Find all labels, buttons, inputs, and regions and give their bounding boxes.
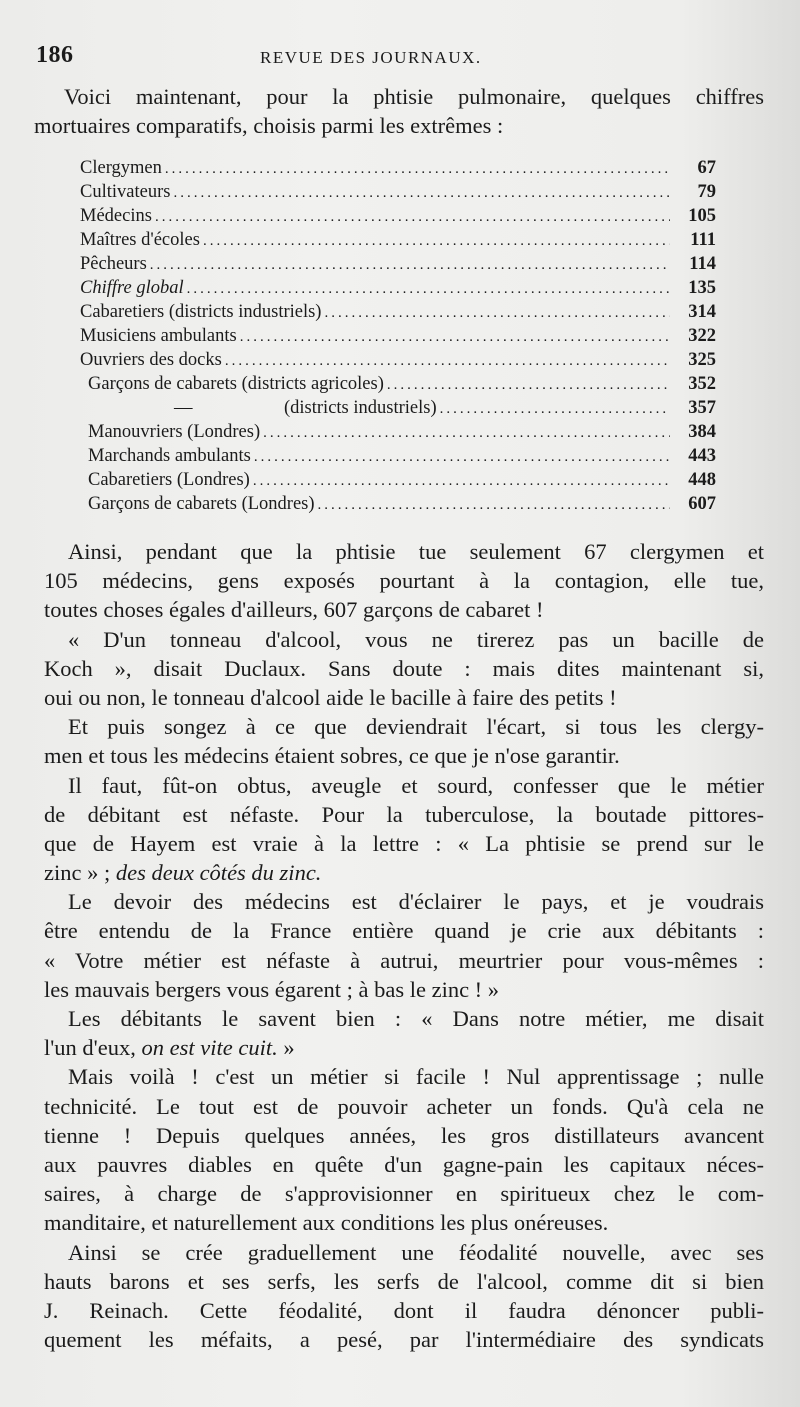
table-row-label: Manouvriers (Londres) bbox=[88, 422, 261, 442]
leader-dots bbox=[440, 397, 670, 421]
text-line bbox=[44, 1033, 764, 1062]
table-row-value: 79 bbox=[697, 182, 716, 202]
table-row-value: 105 bbox=[688, 206, 716, 226]
table-row bbox=[80, 300, 716, 324]
leader-dots bbox=[165, 157, 670, 181]
text-line: que de Hayem est vraie à la lettre : « La phtisie se prend sur le bbox=[44, 830, 764, 856]
text-line: Ainsi se crée graduellement une féodalité nouvelle, avec ses bbox=[68, 1239, 764, 1265]
table-row-value: 443 bbox=[688, 446, 716, 466]
text-line: de débitant est néfaste. Pour la tuberculose, la boutade pittores- bbox=[44, 801, 764, 827]
table-row-label: Cabaretiers (Londres) bbox=[88, 470, 250, 490]
table-row bbox=[80, 180, 716, 204]
text-line: Les débitants le savent bien : « Dans notre métier, me disait bbox=[68, 1006, 764, 1031]
table-row bbox=[80, 228, 716, 252]
text-line: Et puis songez à ce que deviendrait l'écart, si tous les clergy- bbox=[68, 714, 764, 740]
text-fragment: l'un d'eux, bbox=[44, 1035, 136, 1061]
table-row-value: 111 bbox=[690, 230, 716, 250]
table-row-value: 384 bbox=[688, 422, 716, 442]
text-line: Koch », disait Duclaux. Sans doute : mais dites maintenant si, bbox=[44, 655, 764, 681]
text-line: toutes choses égales d'ailleurs, 607 garçons de cabaret ! bbox=[44, 597, 544, 623]
leader-dots bbox=[225, 349, 670, 373]
text-line: « Votre métier est néfaste à autrui, meurtrier pour vous-mêmes : bbox=[44, 947, 764, 973]
leader-dots bbox=[254, 445, 670, 469]
table-row-label bbox=[80, 276, 184, 300]
table-row-value: 325 bbox=[688, 350, 716, 370]
table-row-value: 135 bbox=[688, 278, 716, 298]
table-row-label: Médecins bbox=[80, 206, 152, 226]
table-row bbox=[80, 444, 716, 468]
leader-dots bbox=[203, 229, 670, 253]
italic-label: Chiffre global bbox=[80, 278, 184, 298]
table-row-label: Marchands ambulants bbox=[88, 446, 251, 466]
text-line: oui ou non, le tonneau d'alcool aide le bacille à faire des petits ! bbox=[44, 684, 617, 710]
table-row-label: Maîtres d'écoles bbox=[80, 230, 200, 250]
table-row-label: Cultivateurs bbox=[80, 182, 171, 202]
text-fragment: zinc » ; bbox=[44, 860, 111, 886]
table-row-label: Garçons de cabarets (districts agricoles) bbox=[88, 374, 384, 394]
italic-phrase: des deux côtés du zinc. bbox=[115, 860, 322, 886]
mortality-table bbox=[80, 156, 716, 516]
ditto-dash: — bbox=[174, 398, 193, 418]
page-header bbox=[36, 42, 736, 72]
text-line: men et tous les médecins étaient sobres, ce que je n'ose garantir. bbox=[44, 743, 620, 769]
body-text bbox=[44, 537, 764, 1354]
text-line bbox=[44, 858, 764, 887]
text-line: technicité. Le tout est de pouvoir acheter un fonds. Qu'à cela ne bbox=[44, 1093, 764, 1119]
table-row bbox=[80, 372, 716, 396]
running-head: REVUE DES JOURNAUX. bbox=[260, 48, 482, 67]
text-line: 105 médecins, gens exposés pourtant à la contagion, elle tue, bbox=[44, 568, 764, 594]
table-row-value: 352 bbox=[688, 374, 716, 394]
leader-dots bbox=[387, 373, 670, 397]
text-fragment: » bbox=[283, 1035, 295, 1061]
text-line: quement les méfaits, a pesé, par l'intermédiaire des syndicats bbox=[44, 1327, 764, 1353]
table-row-value: 322 bbox=[688, 326, 716, 346]
text-line: manditaire, et naturellement aux conditions les plus onéreuses. bbox=[44, 1210, 609, 1236]
text-line: Le devoir des médecins est d'éclairer le pays, et je voudrais bbox=[68, 889, 764, 915]
table-row bbox=[80, 324, 716, 348]
table-row bbox=[80, 492, 716, 516]
leader-dots bbox=[318, 493, 670, 517]
leader-dots bbox=[263, 421, 670, 445]
table-row bbox=[80, 348, 716, 372]
table-row-value: 114 bbox=[689, 254, 716, 274]
table-row-label: Ouvriers des docks bbox=[80, 350, 222, 370]
leader-dots bbox=[155, 205, 670, 229]
leader-dots bbox=[150, 253, 670, 277]
table-row-label: Clergymen bbox=[80, 158, 162, 178]
table-row-label: Pêcheurs bbox=[80, 254, 147, 274]
text-line: les mauvais bergers vous égarent ; à bas le zinc ! » bbox=[44, 976, 500, 1002]
text-line: tienne ! Depuis quelques années, les gros distillateurs avancent bbox=[44, 1122, 764, 1148]
table-row-label: Cabaretiers (districts industriels) bbox=[80, 302, 322, 322]
text-line: Ainsi, pendant que la phtisie tue seulement 67 clergymen et bbox=[68, 539, 764, 564]
table-row-value: 357 bbox=[688, 398, 716, 418]
table-row-sublabel: (districts industriels) bbox=[284, 398, 437, 418]
text-line: hauts barons et ses serfs, les serfs de l'alcool, comme dit si bien bbox=[44, 1268, 764, 1294]
text-line: saires, à charge de s'approvisionner en spiritueux chez le com- bbox=[44, 1181, 764, 1207]
table-row bbox=[80, 252, 716, 276]
text-line: Voici maintenant, pour la phtisie pulmonaire, quelques chiffres bbox=[64, 84, 764, 109]
table-row-label bbox=[80, 396, 437, 420]
table-row bbox=[80, 468, 716, 492]
table-row-value: 314 bbox=[688, 302, 716, 322]
text-line: être entendu de la France entière quand je crie aux débitants : bbox=[44, 918, 764, 944]
leader-dots bbox=[187, 277, 670, 301]
table-row bbox=[80, 156, 716, 180]
table-row bbox=[80, 204, 716, 228]
table-row bbox=[80, 276, 716, 300]
table-row bbox=[80, 420, 716, 444]
table-row-value: 607 bbox=[688, 494, 716, 514]
italic-phrase: on est vite cuit. bbox=[141, 1035, 278, 1061]
leader-dots bbox=[253, 469, 670, 493]
table-row-label: Musiciens ambulants bbox=[80, 326, 237, 346]
intro-paragraph bbox=[34, 82, 764, 140]
leader-dots bbox=[324, 301, 670, 325]
text-line: J. Reinach. Cette féodalité, dont il faudra dénoncer publi- bbox=[44, 1297, 764, 1323]
text-line: aux pauvres diables en quête d'un gagne-pain les capitaux néces- bbox=[44, 1151, 764, 1177]
table-row-value: 448 bbox=[688, 470, 716, 490]
text-line: mortuaires comparatifs, choisis parmi les extrêmes : bbox=[34, 113, 504, 139]
text-line: Mais voilà ! c'est un métier si facile ! Nul apprentissage ; nulle bbox=[68, 1064, 764, 1090]
table-row-value: 67 bbox=[697, 158, 716, 178]
text-line: Il faut, fût-on obtus, aveugle et sourd, confesser que le métier bbox=[68, 772, 764, 798]
text-line: « D'un tonneau d'alcool, vous ne tirerez pas un bacille de bbox=[68, 626, 764, 652]
page-number: 186 bbox=[36, 42, 74, 68]
table-row bbox=[80, 396, 716, 420]
leader-dots bbox=[240, 325, 670, 349]
table-row-label: Garçons de cabarets (Londres) bbox=[88, 494, 315, 514]
leader-dots bbox=[173, 181, 670, 205]
